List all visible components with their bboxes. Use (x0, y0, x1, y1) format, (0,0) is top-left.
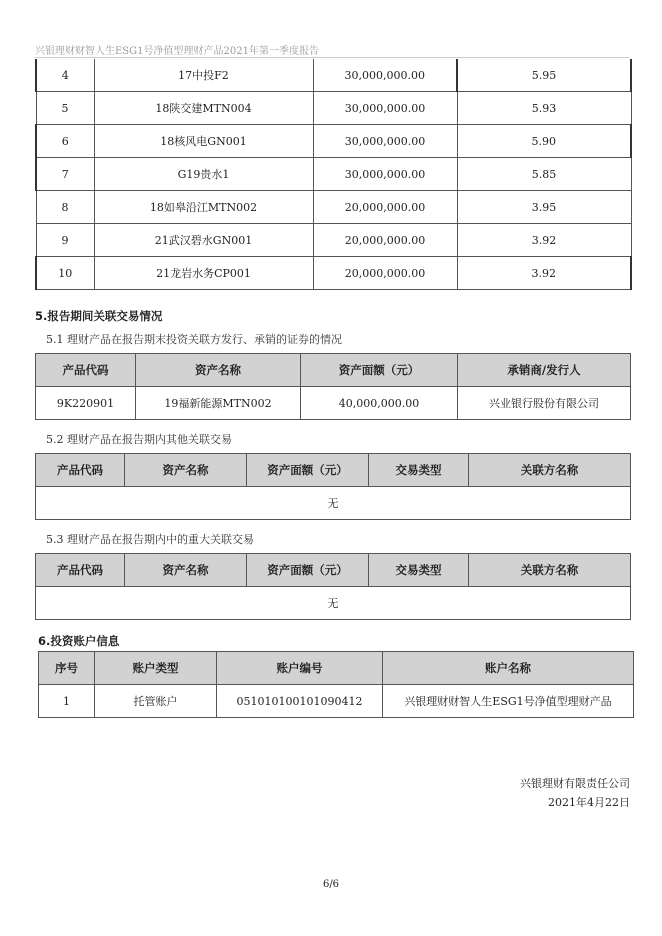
col-header: 账户名称 (383, 652, 634, 685)
major-related-table (35, 553, 631, 620)
header-divider (35, 57, 629, 58)
other-related-table (35, 453, 631, 520)
section5-title: 5.报告期间关联交易情况 (35, 309, 163, 323)
holding-name: 18陕交建MTN004 (94, 92, 313, 125)
table-row (36, 191, 631, 224)
holding-no: 4 (36, 59, 94, 92)
page-number: 6/6 (322, 879, 340, 890)
product-code: 9K220901 (36, 387, 136, 420)
col-header: 资产面额（元） (247, 454, 369, 487)
account-table (38, 651, 634, 718)
holding-ratio: 5.93 (457, 92, 631, 125)
table-header-row (36, 554, 631, 587)
section5-1-title: 5.1 理财产品在报告期末投资关联方发行、承销的证券的情况 (46, 333, 342, 346)
holding-name: 18如皋沿江MTN002 (94, 191, 313, 224)
col-header: 产品代码 (36, 554, 125, 587)
table-row (36, 257, 631, 290)
holding-ratio: 3.95 (457, 191, 631, 224)
section5-2-title: 5.2 理财产品在报告期内其他关联交易 (46, 433, 232, 446)
account-number: 051010100101090412 (217, 685, 383, 718)
table-row (36, 487, 631, 520)
holding-name: 18核风电GN001 (94, 125, 313, 158)
table-header-row (36, 454, 631, 487)
holding-amount: 20,000,000.00 (313, 224, 457, 257)
empty-value: 无 (36, 487, 631, 520)
account-name: 兴银理财财智人生ESG1号净值型理财产品 (383, 685, 634, 718)
empty-value: 无 (36, 587, 631, 620)
asset-name: 19福新能源MTN002 (136, 387, 301, 420)
holding-name: G19贵水1 (94, 158, 313, 191)
table-row (36, 59, 631, 92)
holding-ratio: 5.90 (457, 125, 631, 158)
table-row (39, 685, 634, 718)
holding-name: 21武汉碧水GN001 (94, 224, 313, 257)
underwriter: 兴业银行股份有限公司 (458, 387, 631, 420)
col-header: 承销商/发行人 (458, 354, 631, 387)
col-header: 产品代码 (36, 454, 125, 487)
table-row (36, 587, 631, 620)
holding-no: 9 (36, 224, 94, 257)
holding-ratio: 3.92 (457, 224, 631, 257)
holding-amount: 30,000,000.00 (313, 59, 457, 92)
col-header: 产品代码 (36, 354, 136, 387)
holding-amount: 30,000,000.00 (313, 125, 457, 158)
col-header: 资产名称 (125, 554, 247, 587)
holding-ratio: 5.95 (457, 59, 631, 92)
section5-3-title: 5.3 理财产品在报告期内中的重大关联交易 (46, 533, 254, 546)
col-header: 资产名称 (125, 454, 247, 487)
col-header: 交易类型 (369, 554, 469, 587)
holding-amount: 20,000,000.00 (313, 257, 457, 290)
table-header-row (39, 652, 634, 685)
col-header: 资产面额（元） (301, 354, 458, 387)
holding-amount: 30,000,000.00 (313, 158, 457, 191)
holding-name: 17中投F2 (94, 59, 313, 92)
holding-ratio: 3.92 (457, 257, 631, 290)
asset-amount: 40,000,000.00 (301, 387, 458, 420)
col-header: 账户编号 (217, 652, 383, 685)
account-no: 1 (39, 685, 95, 718)
col-header: 账户类型 (95, 652, 217, 685)
col-header: 关联方名称 (469, 454, 631, 487)
company-name: 兴银理财有限责任公司 (520, 777, 630, 790)
col-header: 交易类型 (369, 454, 469, 487)
col-header: 资产面额（元） (247, 554, 369, 587)
col-header: 资产名称 (136, 354, 301, 387)
holding-no: 10 (36, 257, 94, 290)
holding-name: 21龙岩水务CP001 (94, 257, 313, 290)
holding-no: 8 (36, 191, 94, 224)
holding-no: 5 (36, 92, 94, 125)
holding-ratio: 5.85 (457, 158, 631, 191)
report-date: 2021年4月22日 (548, 796, 630, 809)
holding-no: 6 (36, 125, 94, 158)
related-securities-table (35, 353, 631, 420)
col-header: 关联方名称 (469, 554, 631, 587)
holding-amount: 20,000,000.00 (313, 191, 457, 224)
table-row (36, 387, 631, 420)
table-header-row (36, 354, 631, 387)
table-row (36, 158, 631, 191)
holding-no: 7 (36, 158, 94, 191)
table-row (36, 92, 631, 125)
section6-title: 6.投资账户信息 (38, 634, 120, 648)
account-type: 托管账户 (95, 685, 217, 718)
holding-amount: 30,000,000.00 (313, 92, 457, 125)
table-row (36, 125, 631, 158)
col-header: 序号 (39, 652, 95, 685)
holdings-table (35, 59, 632, 290)
page-header: 兴银理财财智人生ESG1号净值型理财产品2021年第一季度报告 (35, 46, 319, 57)
table-row (36, 224, 631, 257)
